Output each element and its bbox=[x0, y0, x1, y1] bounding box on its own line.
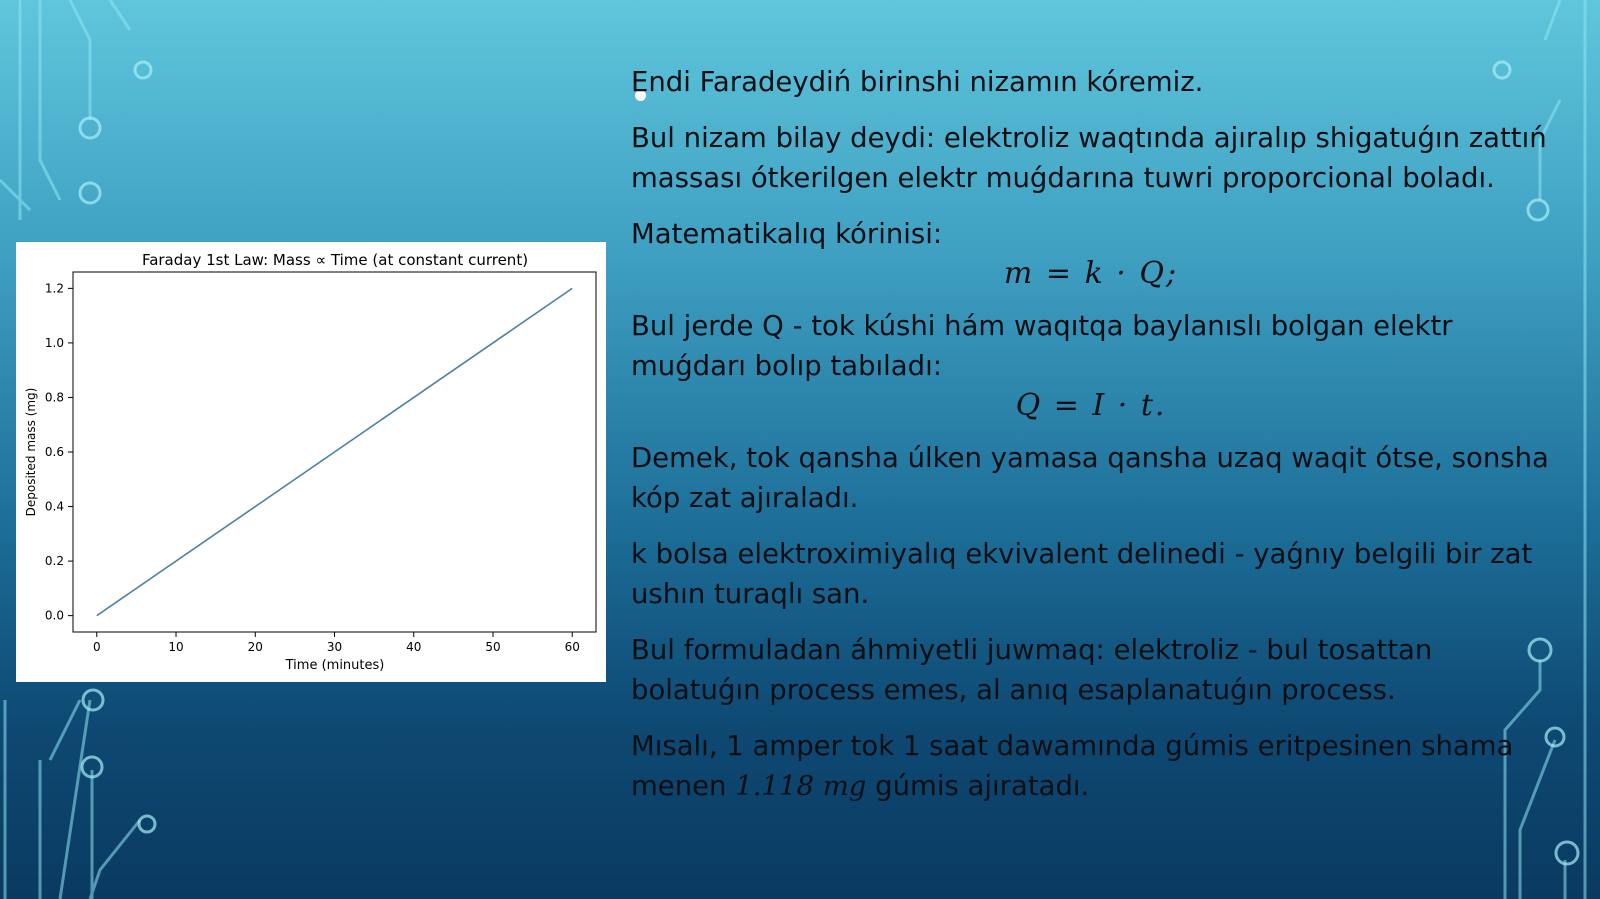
math-form-paragraph: Matematikalıq kórinisi: bbox=[631, 218, 943, 250]
formula-m-kq: m = k · Q; bbox=[1003, 256, 1179, 291]
series-line bbox=[97, 288, 572, 615]
example-text-start: Mısalı, 1 amper tok 1 saat dawamında gúmis eritpesinen shama menen bbox=[631, 730, 1514, 802]
y-axis-ticks bbox=[45, 281, 73, 622]
y-tick-label: 0.0 bbox=[44, 608, 64, 623]
y-axis-label: Deposited mass (mg) bbox=[24, 387, 38, 517]
k-paragraph: k bolsa elektroximiyalıq ekvivalent delinedi - yaǵnıy belgili bir zat ushın turaqlı san. bbox=[631, 538, 1533, 610]
x-tick-label: 0 bbox=[92, 640, 101, 654]
chart-title: Faraday 1st Law: Mass ∝ Time (at constant current) bbox=[141, 251, 529, 269]
formula-q-it: Q = I · t. bbox=[1015, 388, 1167, 423]
y-tick-label: 0.8 bbox=[44, 390, 64, 405]
x-axis-ticks bbox=[93, 632, 580, 654]
q-definition-paragraph: Bul jerde Q - tok kúshi hám waqıtqa baylanıslı bolgan elektr muǵdarı bolıp tabıladı: bbox=[631, 310, 1453, 382]
y-tick-label: 0.2 bbox=[44, 554, 64, 569]
x-tick-label: 40 bbox=[406, 640, 422, 654]
intro-paragraph: Endi Faradeydiń birinshi nizamın kóremiz. bbox=[631, 66, 1204, 98]
example-value: 1.118 bbox=[735, 770, 814, 802]
y-tick-label: 1.0 bbox=[44, 335, 64, 350]
example-paragraph bbox=[631, 726, 1551, 806]
example-unit: mg bbox=[822, 770, 867, 802]
x-tick-label: 10 bbox=[168, 640, 184, 654]
mass-time-chart bbox=[16, 242, 606, 682]
x-tick-label: 20 bbox=[247, 640, 263, 654]
x-axis-label: Time (minutes) bbox=[285, 658, 385, 673]
x-tick-label: 60 bbox=[564, 640, 580, 654]
series-layer bbox=[97, 288, 572, 615]
x-tick-label: 50 bbox=[485, 640, 501, 654]
example-text-end: gúmis ajıratadı. bbox=[866, 770, 1090, 802]
chart-panel bbox=[16, 242, 606, 682]
slide-text bbox=[631, 62, 1551, 822]
y-tick-label: 1.2 bbox=[44, 281, 64, 296]
y-tick-label: 0.6 bbox=[44, 445, 64, 459]
demek-paragraph: Demek, tok qansha úlken yamasa qansha uzaq waqit ótse, sonsha kóp zat ajıraladı. bbox=[631, 442, 1549, 514]
law-paragraph: Bul nizam bilay deydi: elektroliz waqtında ajıralıp shigatuǵın zattıń massası ótkerilgen elektr muǵdarına tuwri proporcional boladı. bbox=[631, 122, 1547, 194]
y-tick-label: 0.4 bbox=[44, 499, 64, 514]
conclusion-paragraph: Bul formuladan áhmiyetli juwmaq: elektroliz - bul tosattan bolatuǵın process emes, al anıq esaplanatuǵın process. bbox=[631, 634, 1433, 706]
x-tick-label: 30 bbox=[326, 640, 343, 654]
